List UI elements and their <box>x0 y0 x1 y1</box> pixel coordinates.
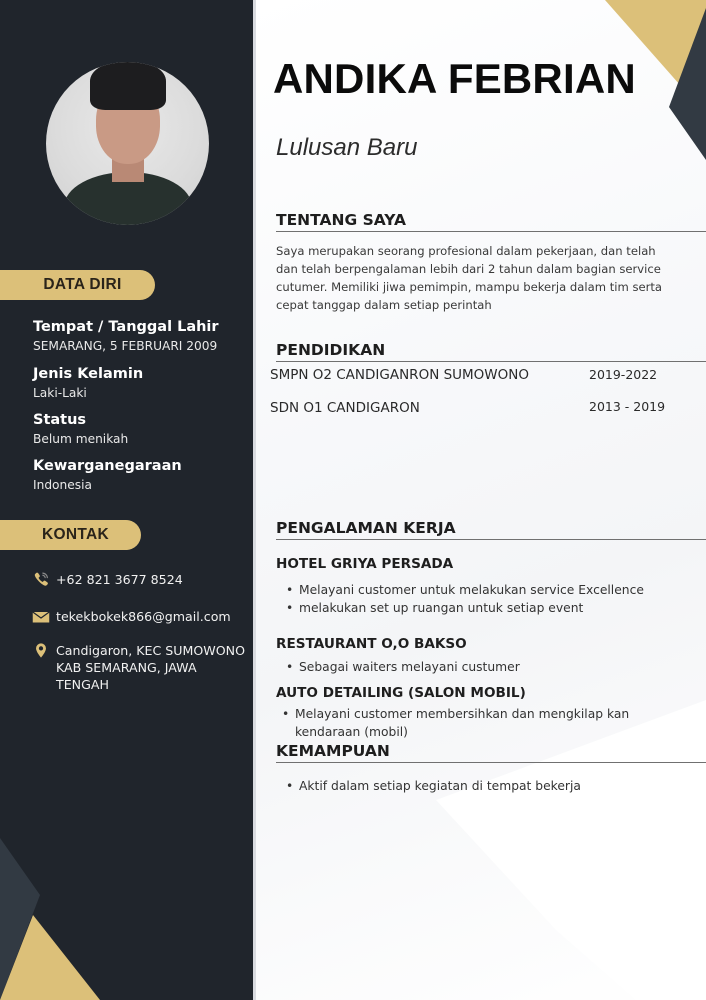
education-item <box>270 367 690 383</box>
location-pin-icon <box>32 642 50 659</box>
email-text: tekekbokek866@gmail.com <box>56 609 231 624</box>
school-years: 2019-2022 <box>589 367 658 382</box>
section-title-about: TENTANG SAYA <box>276 211 706 232</box>
school-years: 2013 - 2019 <box>589 399 666 414</box>
about-line: Saya merupakan seorang profesional dalam pekerjaan, dan telah <box>276 244 656 258</box>
about-text <box>276 242 691 314</box>
field-value: Indonesia <box>33 478 92 492</box>
job-duties <box>286 659 676 677</box>
contact-address <box>32 642 253 693</box>
section-title-education: PENDIDIKAN <box>276 341 706 362</box>
education-item <box>270 400 690 416</box>
field-value: SEMARANG, 5 FEBRUARI 2009 <box>33 339 218 353</box>
contact-email[interactable] <box>32 608 231 625</box>
school-name: SDN O1 CANDIGARON <box>270 400 420 416</box>
field-status <box>33 411 128 447</box>
job-company: AUTO DETAILING (SALON MOBIL) <box>276 685 526 701</box>
field-label: Tempat / Tanggal Lahir <box>33 319 219 335</box>
data-diri-heading: DATA DIRI <box>0 270 155 300</box>
about-line: cutumer. Memiliki jiwa pemimpin, mampu bekerja dalam tim serta <box>276 280 663 294</box>
field-value: Laki-Laki <box>33 386 87 400</box>
about-line: cepat tanggap dalam setiap perintah <box>276 298 492 312</box>
job-duties <box>282 706 652 741</box>
candidate-name: ANDIKA FEBRIAN <box>273 55 636 102</box>
address-line-2: KAB SEMARANG, JAWA TENGAH <box>56 660 197 692</box>
phone-icon <box>32 571 50 588</box>
job-company: HOTEL GRIYA PERSADA <box>276 556 454 572</box>
duty-item: • Melayani customer membersihkan dan mengkilap kan kendaraan (mobil) <box>282 706 652 741</box>
address-line-1: Candigaron, KEC SUMOWONO <box>56 643 245 658</box>
candidate-role: Lulusan Baru <box>276 134 418 161</box>
skills-list <box>286 778 676 796</box>
duty-item: • Sebagai waiters melayani custumer <box>286 659 676 677</box>
mail-icon <box>32 608 50 625</box>
school-name: SMPN O2 CANDIGANRON SUMOWONO <box>270 367 530 383</box>
field-label: Kewarganegaraan <box>33 458 182 474</box>
field-label: Jenis Kelamin <box>33 366 144 382</box>
skill-item: • Aktif dalam setiap kegiatan di tempat bekerja <box>286 778 676 796</box>
field-birth <box>33 318 219 354</box>
about-line: dan telah berpengalaman lebih dari 2 tahun dalam bagian service <box>276 262 661 276</box>
contact-phone[interactable] <box>32 571 183 588</box>
section-title-experience: PENGALAMAN KERJA <box>276 519 706 540</box>
field-label: Status <box>33 412 87 428</box>
field-citizenship <box>33 457 182 493</box>
duty-item: • Melayani customer untuk melakukan service Excellence <box>286 582 676 600</box>
kontak-heading: KONTAK <box>0 520 141 550</box>
avatar <box>46 62 209 225</box>
sidebar <box>0 0 253 1000</box>
field-gender <box>33 365 143 401</box>
job-duties <box>286 582 676 617</box>
field-value: Belum menikah <box>33 432 129 446</box>
phone-text: +62 821 3677 8524 <box>56 572 183 587</box>
section-title-skills: KEMAMPUAN <box>276 742 706 763</box>
job-company: RESTAURANT O,O BAKSO <box>276 636 467 652</box>
duty-item: • melakukan set up ruangan untuk setiap event <box>286 600 676 618</box>
